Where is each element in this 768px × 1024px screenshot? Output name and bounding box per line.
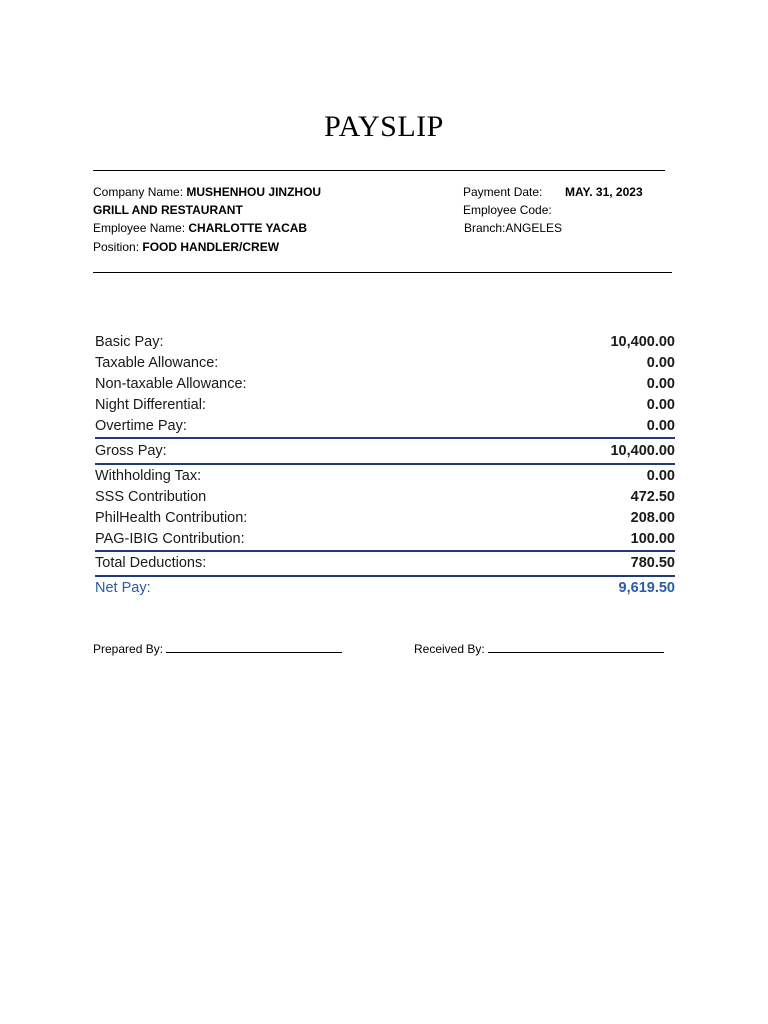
nontaxable-allowance-label: Non-taxable Allowance: <box>95 376 247 392</box>
company-name-label: Company Name: <box>93 185 184 199</box>
basic-pay-amount: 10,400.00 <box>610 334 675 350</box>
received-by-signature-line <box>488 642 664 653</box>
gross-pay-label: Gross Pay: <box>95 443 167 459</box>
net-pay-row <box>95 578 675 599</box>
branch-value: ANGELES <box>505 221 563 235</box>
gross-pay-top-rule <box>95 437 675 439</box>
net-pay-label: Net Pay: <box>95 580 151 596</box>
position <box>93 240 279 254</box>
basic-pay-label: Basic Pay: <box>95 334 164 350</box>
pagibig-label: PAG-IBIG Contribution: <box>95 531 245 547</box>
branch <box>464 221 562 235</box>
withholding-tax-amount: 0.00 <box>646 468 675 484</box>
payslip-title: PAYSLIP <box>324 110 444 143</box>
payment-date-label: Payment Date: <box>463 185 543 199</box>
sss-amount: 472.50 <box>630 489 675 505</box>
taxable-allowance-amount: 0.00 <box>646 355 675 371</box>
withholding-tax-row <box>95 466 675 487</box>
prepared-by <box>93 642 342 656</box>
gross-pay-row <box>95 441 675 462</box>
payment-date-value <box>565 185 643 199</box>
night-differential-label: Night Differential: <box>95 397 206 413</box>
prepared-by-label: Prepared By: <box>93 642 164 656</box>
company-name-value-line2: GRILL AND RESTAURANT <box>93 203 243 217</box>
gross-pay-bottom-rule <box>95 463 675 465</box>
title-divider <box>93 170 665 171</box>
prepared-by-signature-line <box>166 642 342 653</box>
total-deductions-top-rule <box>95 550 675 552</box>
basic-pay-row <box>95 332 675 353</box>
company-name <box>93 185 321 199</box>
night-differential-row <box>95 395 675 416</box>
gross-pay-amount: 10,400.00 <box>610 443 675 459</box>
withholding-tax-label: Withholding Tax: <box>95 468 202 484</box>
taxable-allowance-row <box>95 353 675 374</box>
company-name-line2 <box>93 203 243 217</box>
position-label: Position: <box>93 240 140 254</box>
overtime-pay-label: Overtime Pay: <box>95 418 187 434</box>
pagibig-row <box>95 529 675 550</box>
taxable-allowance-label: Taxable Allowance: <box>95 355 219 371</box>
pagibig-amount: 100.00 <box>630 531 675 547</box>
total-deductions-row <box>95 553 675 574</box>
branch-label: Branch: <box>464 221 506 235</box>
company-name-value-line1: MUSHENHOU JINZHOU <box>186 185 322 199</box>
overtime-pay-row <box>95 416 675 437</box>
total-deductions-amount: 780.50 <box>630 555 675 571</box>
nontaxable-allowance-amount: 0.00 <box>646 376 675 392</box>
overtime-pay-amount: 0.00 <box>646 418 675 434</box>
payment-date-text: MAY. 31, 2023 <box>565 185 643 199</box>
employee-code <box>463 203 552 217</box>
total-deductions-label: Total Deductions: <box>95 555 207 571</box>
sss-label: SSS Contribution <box>95 489 207 505</box>
position-value: FOOD HANDLER/CREW <box>142 240 280 254</box>
received-by <box>414 642 664 656</box>
employee-name-value: CHARLOTTE YACAB <box>188 221 308 235</box>
night-differential-amount: 0.00 <box>646 397 675 413</box>
nontaxable-allowance-row <box>95 374 675 395</box>
employee-name <box>93 221 307 235</box>
philhealth-label: PhilHealth Contribution: <box>95 510 248 526</box>
net-pay-amount: 9,619.50 <box>618 580 675 596</box>
philhealth-row <box>95 508 675 529</box>
sss-row <box>95 487 675 508</box>
header-divider <box>93 272 672 273</box>
received-by-label: Received By: <box>414 642 485 656</box>
employee-name-label: Employee Name: <box>93 221 186 235</box>
employee-code-label: Employee Code: <box>463 203 552 217</box>
total-deductions-bottom-rule <box>95 575 675 577</box>
philhealth-amount: 208.00 <box>630 510 675 526</box>
